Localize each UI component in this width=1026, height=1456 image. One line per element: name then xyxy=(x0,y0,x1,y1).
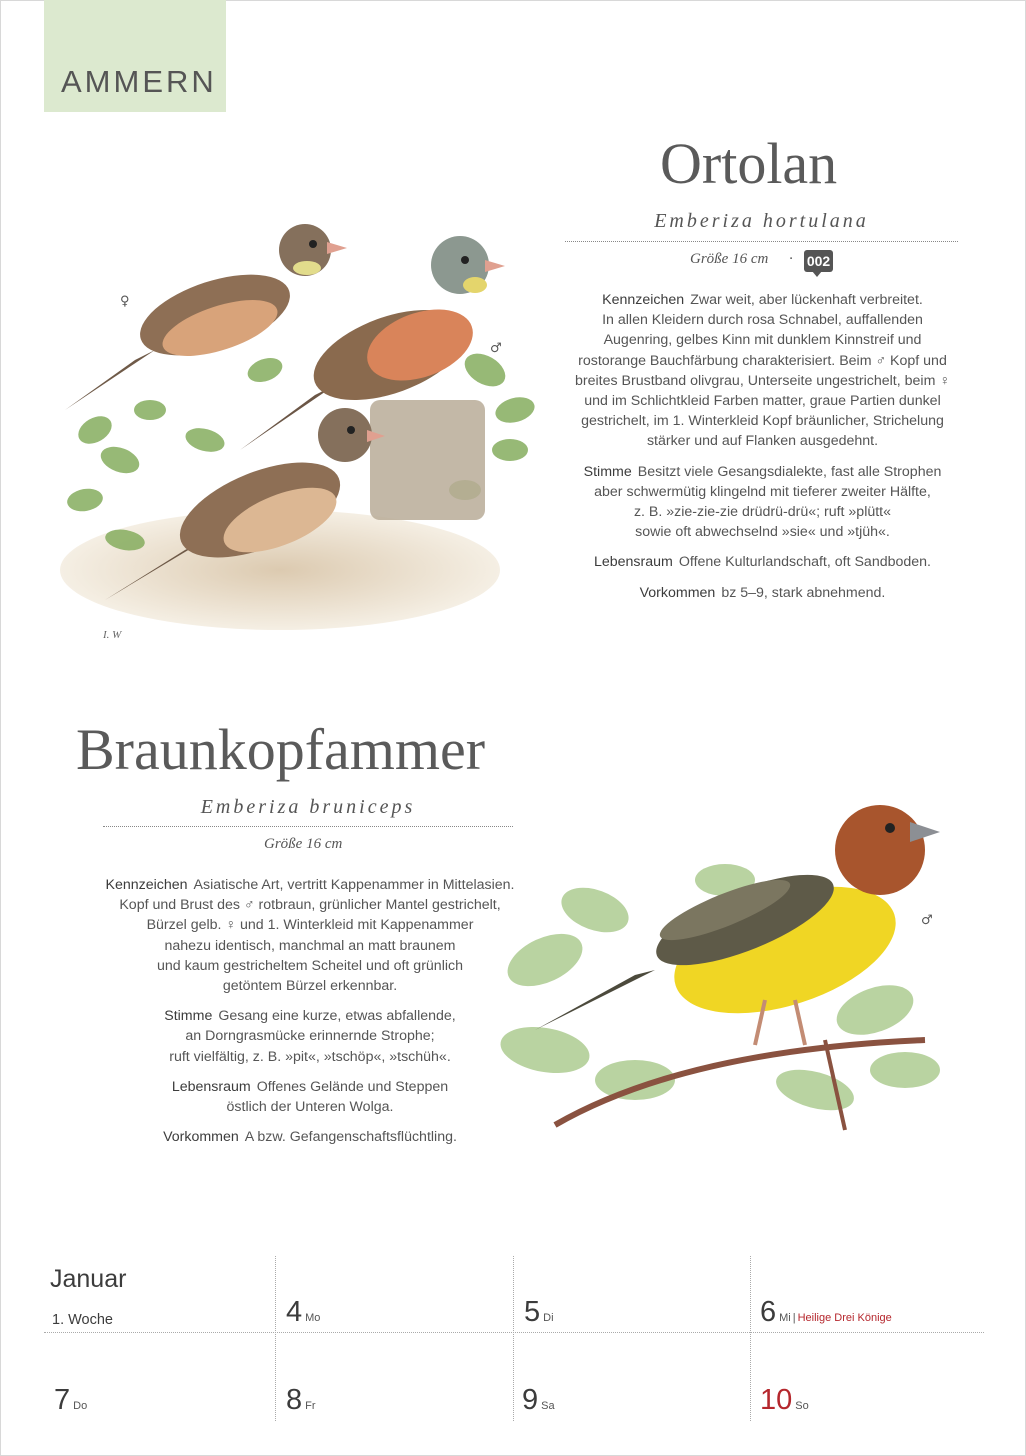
field-label: Kennzeichen xyxy=(602,292,685,308)
calendar-month: Januar xyxy=(50,1265,127,1293)
audio-track-badge: 002 xyxy=(804,250,833,272)
illustrator-signature: I. W xyxy=(103,629,122,641)
field-text-line: Offenes Gelände und Steppen xyxy=(256,1078,449,1095)
field-text-line: sowie oft abwechselnd »sie« und »tjüh«. xyxy=(635,524,890,541)
field-text-line: z. B. »zie-zie-zie drüdrü-drü«; ruft »plütt« xyxy=(633,504,892,521)
species-latin-braunkopfammer: Emberiza bruniceps xyxy=(200,796,416,818)
field-text-line: In allen Kleidern durch rosa Schnabel, auffallenden xyxy=(602,312,923,329)
field-text-line: an Dorngrasmücke erinnernde Strophe; xyxy=(185,1028,435,1045)
field-label: Lebensraum xyxy=(171,1078,251,1095)
calendar-day-sunday xyxy=(760,1384,809,1417)
species-description-braunkopfammer xyxy=(85,875,535,1157)
day-number: 9 xyxy=(522,1384,539,1416)
day-weekday: Do xyxy=(73,1400,88,1412)
male-symbol-ortolan: ♂ xyxy=(490,341,502,356)
section-tab-label: AMMERN xyxy=(61,64,217,99)
description-field xyxy=(85,875,535,996)
day-weekday: So xyxy=(795,1400,809,1412)
species-title-braunkopfammer: Braunkopfammer xyxy=(76,717,486,782)
field-text-line: gestrichelt, im 1. Winterkleid Kopf bräunlicher, Strichelung xyxy=(581,413,944,430)
field-text-line: rostorange Bauchfärbung charakterisiert. Beim ♂ Kopf und xyxy=(578,352,947,369)
calendar-day xyxy=(54,1384,87,1417)
description-field xyxy=(555,462,970,543)
day-weekday: Fr xyxy=(305,1400,316,1412)
calendar-day xyxy=(524,1296,554,1329)
field-text-line: breites Brustband olivgrau, Unterseite ungestrichelt, beim ♀ xyxy=(575,372,950,389)
field-text-line: nahezu identisch, manchmal an matt braunem xyxy=(164,937,456,954)
species-title-ortolan: Ortolan xyxy=(660,131,838,196)
day-number: 7 xyxy=(54,1384,71,1416)
field-text-line: Besitzt viele Gesangsdialekte, fast alle Strophen xyxy=(637,463,942,480)
field-label: Stimme xyxy=(164,1008,213,1025)
title-divider-ortolan xyxy=(565,241,958,242)
field-text-line: Offene Kulturlandschaft, oft Sandboden. xyxy=(678,554,931,571)
calendar-day xyxy=(286,1296,320,1329)
field-label: Stimme xyxy=(583,463,632,480)
day-number: 10 xyxy=(760,1384,793,1416)
field-text-line: aber schwermütig klingelnd mit tieferer zweiter Hälfte, xyxy=(594,483,931,500)
holiday-label: Heilige Drei Könige xyxy=(797,1312,892,1324)
field-label: Vorkommen xyxy=(639,584,716,601)
day-number: 5 xyxy=(524,1296,541,1328)
calendar-col-divider xyxy=(275,1256,276,1421)
description-field xyxy=(555,552,970,572)
field-label: Lebensraum xyxy=(593,554,673,571)
description-field xyxy=(555,290,970,452)
field-text-line: Zwar weit, aber lückenhaft verbreitet. xyxy=(690,292,923,308)
species-latin-ortolan: Emberiza hortulana xyxy=(654,210,869,232)
field-text-line: östlich der Unteren Wolga. xyxy=(226,1099,394,1116)
bird-female-top xyxy=(65,224,347,410)
field-text-line: und im Schlichtkleid Farben matter, graue Partien dunkel xyxy=(584,393,941,410)
calendar-day xyxy=(760,1296,892,1329)
calendar-day xyxy=(522,1384,555,1417)
braunkopfammer-illustration xyxy=(485,790,955,1150)
field-text-line: bz 5–9, stark abnehmend. xyxy=(721,584,886,601)
day-number: 4 xyxy=(286,1296,303,1328)
field-text-line: Augenring, gelbes Kinn mit dunklem Kinnstreif und xyxy=(603,332,922,349)
field-text-line: Gesang eine kurze, etwas abfallende, xyxy=(218,1008,456,1025)
female-symbol-ortolan: ♀ xyxy=(120,294,130,309)
field-label: Kennzeichen xyxy=(105,877,188,893)
day-weekday: Di xyxy=(543,1312,554,1324)
section-tab xyxy=(44,0,226,112)
tree-stump xyxy=(370,400,485,520)
field-text-line: Asiatische Art, vertritt Kappenammer in Mittelasien. xyxy=(193,877,515,893)
field-text-line: A bzw. Gefangenschaftsflüchtling. xyxy=(244,1129,457,1146)
field-label: Vorkommen xyxy=(163,1129,239,1146)
field-text-line: stärker und auf Flanken ausgedehnt. xyxy=(646,433,879,450)
calendar-day xyxy=(286,1384,316,1417)
description-field xyxy=(555,583,970,603)
description-field xyxy=(85,1127,535,1147)
field-text-line: ruft vielfältig, z. B. »pit«, »tschöp«, »tschüh«. xyxy=(169,1048,451,1065)
calendar-col-divider xyxy=(750,1256,751,1421)
calendar-row-divider xyxy=(44,1332,984,1333)
ortolan-illustration xyxy=(55,210,550,645)
calendar-week: 1. Woche xyxy=(52,1312,113,1328)
description-field xyxy=(85,1077,535,1117)
day-weekday: Mi xyxy=(779,1312,791,1324)
calendar-col-divider xyxy=(513,1256,514,1421)
day-separator: | xyxy=(792,1312,796,1324)
field-text-line: getöntem Bürzel erkennbar. xyxy=(222,978,398,995)
male-symbol-braunkopfammer: ♂ xyxy=(921,913,933,928)
day-number: 8 xyxy=(286,1384,303,1416)
title-divider-braunkopfammer xyxy=(103,826,513,827)
species-size-ortolan: Größe 16 cm xyxy=(690,251,769,267)
day-weekday: Mo xyxy=(305,1312,321,1324)
species-size-braunkopfammer: Größe 16 cm xyxy=(264,836,343,852)
day-number: 6 xyxy=(760,1296,777,1328)
species-description-ortolan xyxy=(555,290,970,613)
field-text-line: Kopf und Brust des ♂ rotbraun, grünlicher Mantel gestrichelt, xyxy=(119,897,501,914)
description-field xyxy=(85,1006,535,1067)
field-text-line: Bürzel gelb. ♀ und 1. Winterkleid mit Kappenammer xyxy=(146,917,474,934)
field-text-line: und kaum gestricheltem Scheitel und oft grünlich xyxy=(157,957,463,974)
size-separator: · xyxy=(789,251,793,267)
day-weekday: Sa xyxy=(541,1400,555,1412)
